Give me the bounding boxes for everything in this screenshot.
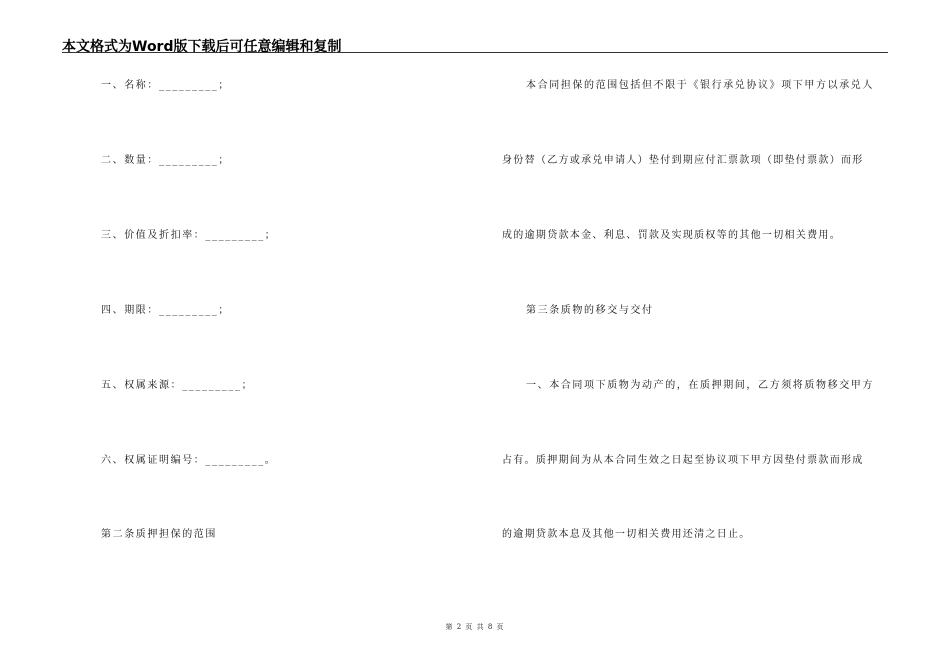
document-header-title: 本文格式为Word版下载后可任意编辑和复制 [62,39,342,55]
right-line-7: 的逾期贷款本息及其他一切相关费用还清之日止。 [502,529,751,540]
left-line-quantity: 二、数量：_________； [101,155,230,166]
section-heading-article-3: 第三条质物的移交与交付 [526,305,654,316]
left-line-value-discount: 三、价值及折扣率：_________； [101,230,277,241]
right-line-5: 一、本合同项下质物为动产的，在质押期间，乙方须将质物移交甲方 [526,380,874,391]
left-line-ownership-cert-no: 六、权属证明编号：_________。 [101,455,277,466]
header-divider [62,52,888,53]
right-line-2: 身份替（乙方或承兑申请人）垫付到期应付汇票款项（即垫付票款）而形 [502,155,864,166]
section-heading-article-2: 第二条质押担保的范围 [101,529,217,540]
right-line-1: 本合同担保的范围包括但不限于《银行承兑协议》项下甲方以承兑人 [526,80,874,91]
left-line-term: 四、期限：_________； [101,305,230,316]
right-line-6: 占有。质押期间为从本合同生效之日起至协议项下甲方因垫付票款而形成 [502,455,864,466]
right-line-3: 成的逾期贷款本金、利息、罚款及实现质权等的其他一切相关费用。 [502,230,841,241]
page-footer: 第 2 页 共 8 页 [445,623,505,631]
left-line-ownership-source: 五、权属来源：_________； [101,380,254,391]
left-line-name: 一、名称：_________； [101,80,230,91]
